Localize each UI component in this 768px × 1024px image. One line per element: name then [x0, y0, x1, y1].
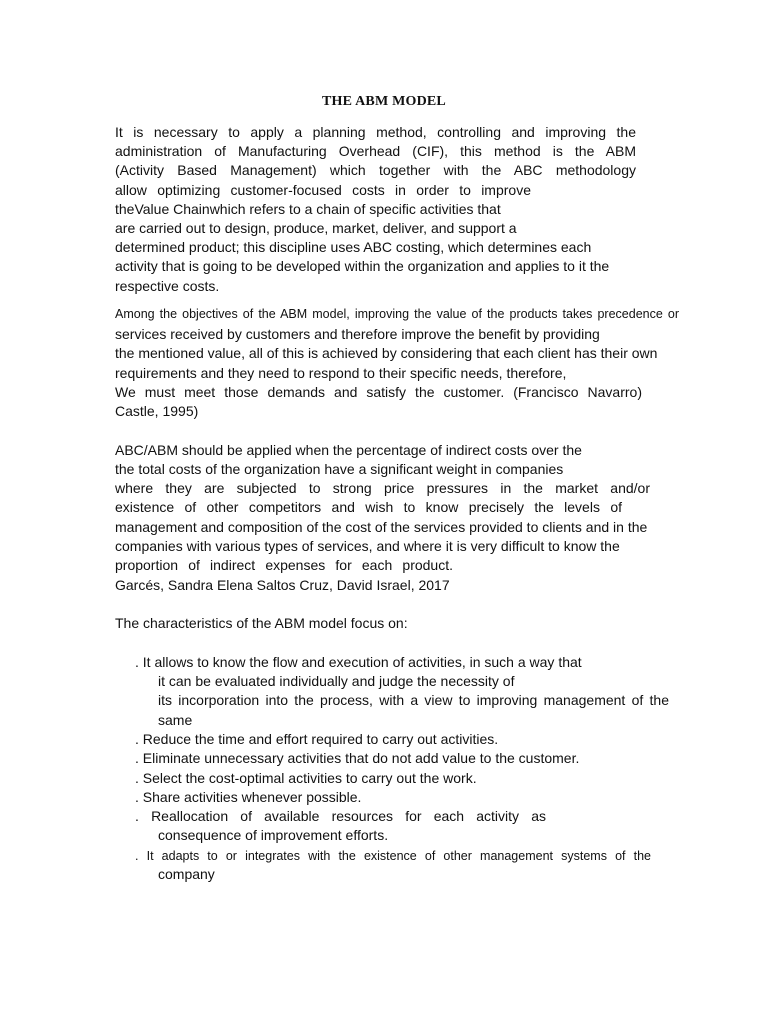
paragraph-1-line: allow optimizing customer-focused costs in order to improve — [115, 182, 531, 198]
paragraph-2-line: requirements and they need to respond to their specific needs, therefore, — [115, 365, 567, 381]
paragraph-2-line: the mentioned value, all of this is achieved by considering that each client has their own — [115, 345, 658, 361]
list-item: . Share activities whenever possible. — [135, 789, 362, 805]
list-item-continuation: consequence of improvement efforts. — [158, 827, 389, 843]
paragraph-1-line: administration of Manufacturing Overhead (CIF), this method is the ABM — [115, 143, 636, 159]
document-title: THE ABM MODEL — [322, 94, 446, 109]
paragraph-1-line: theValue Chainwhich refers to a chain of specific activities that — [115, 201, 501, 217]
paragraph-1-line: are carried out to design, produce, market, deliver, and support a — [115, 220, 517, 236]
list-item-continuation: it can be evaluated individually and judge the necessity of — [158, 673, 515, 689]
paragraph-2-line: Castle, 1995) — [115, 403, 199, 419]
paragraph-3-line: the total costs of the organization have a significant weight in companies — [115, 461, 564, 477]
list-item-continuation: its incorporation into the process, with a view to improving management of the — [158, 692, 669, 708]
citation-line: Garcés, Sandra Elena Saltos Cruz, David Israel, 2017 — [115, 577, 450, 593]
paragraph-1-line: respective costs. — [115, 278, 220, 294]
paragraph-3-line: companies with various types of services, and where it is very difficult to know the — [115, 538, 620, 554]
paragraph-2-line: We must meet those demands and satisfy the customer. (Francisco Navarro) — [115, 384, 642, 400]
paragraph-3-line: ABC/ABM should be applied when the percentage of indirect costs over the — [115, 442, 582, 458]
list-item: . Reduce the time and effort required to carry out activities. — [135, 731, 499, 747]
paragraph-3-line: proportion of indirect expenses for each product. — [115, 557, 453, 573]
list-item: . Select the cost-optimal activities to carry out the work. — [135, 770, 477, 786]
list-item: . It adapts to or integrates with the existence of other management systems of the — [135, 849, 651, 863]
list-item: . Eliminate unnecessary activities that do not add value to the customer. — [135, 750, 580, 766]
paragraph-3-line: where they are subjected to strong price pressures in the market and/or — [115, 480, 650, 496]
list-item-continuation: company — [158, 866, 215, 882]
list-item: . It allows to know the flow and execution of activities, in such a way that — [135, 654, 582, 670]
paragraph-1-line: activity that is going to be developed within the organization and applies to it the — [115, 258, 610, 274]
list-item: . Reallocation of available resources for each activity as — [135, 808, 546, 824]
paragraph-3-line: existence of other competitors and wish to know precisely the levels of — [115, 499, 622, 515]
characteristics-intro: The characteristics of the ABM model focus on: — [115, 615, 408, 631]
paragraph-1-line: (Activity Based Management) which together with the ABC methodology — [115, 162, 636, 178]
list-item-continuation: same — [158, 712, 193, 728]
paragraph-3-line: management and composition of the cost of the services provided to clients and in the — [115, 519, 648, 535]
paragraph-2-line: Among the objectives of the ABM model, improving the value of the products takes precedence or — [115, 307, 679, 321]
paragraph-1-line: It is necessary to apply a planning method, controlling and improving the — [115, 124, 636, 140]
paragraph-2-line: services received by customers and therefore improve the benefit by providing — [115, 326, 600, 342]
paragraph-1-line: determined product; this discipline uses ABC costing, which determines each — [115, 239, 592, 255]
